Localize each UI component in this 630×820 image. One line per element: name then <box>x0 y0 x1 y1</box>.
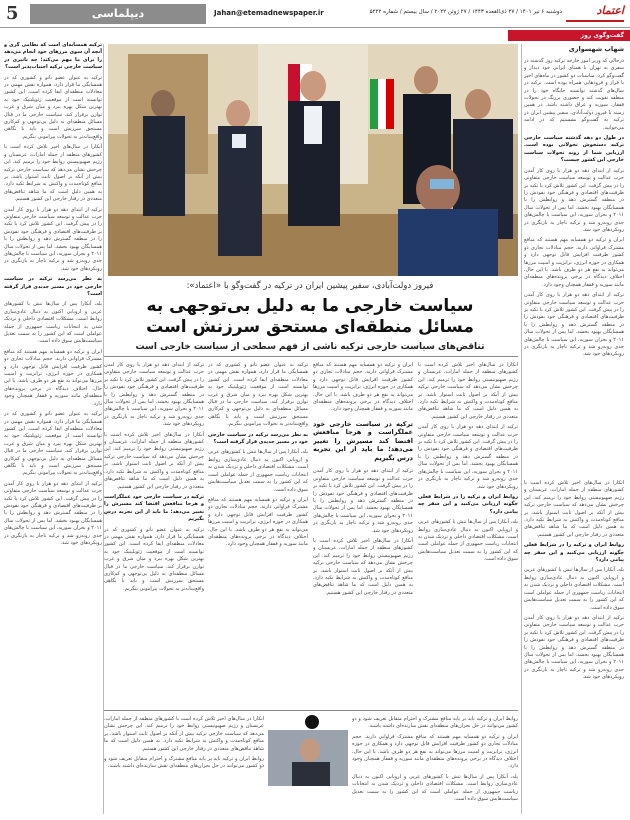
section-badge <box>305 715 319 729</box>
center-column <box>313 362 413 707</box>
paragraph: ایران و ترکیه دو همسایه مهم هستند که منافع مشترک فراوانی دارند. حجم مبادلات تجاری دو کشور ظرفیت افزایش قابل توجهی دارد و همکاری در حوزه انرژی، ترانزیت و امنیت مرزها می‌تواند به نفع هر دو طرف باشد. با این حال، اختلاف دیدگاه در برخی پرونده‌های منطقه‌ای مانند سوریه و قفقاز همچنان وجود دارد. <box>4 348 102 407</box>
question: به نظر می‌رسد ترکیه در سیاست خارجی خود در مسیر جدیدی قرار گرفته است؟ <box>4 276 102 297</box>
page-header <box>0 0 630 28</box>
paragraph: آنکارا در سال‌های اخیر تلاش کرده است با کشورهای منطقه از جمله امارات، عربستان و رژیم صهیونیستی روابط خود را ترمیم کند. این چرخش نشان می‌دهد که سیاست خارجی ترکیه بیش از آنکه بر اصول ثابت استوار باشد، بر منافع کوتاه‌مدت و واکنش به شرایط تکیه دارد. به همین دلیل است که ما شاهد تناقض‌های متعددی در رفتار خارجی این کشور هستیم. <box>524 480 624 538</box>
paragraph: روابط ایران و ترکیه باید بر پایه منافع مشترک و احترام متقابل تعریف شود و دو کشور می‌توانند در حل بحران‌های منطقه‌ای نقش سازنده‌ای داشته باشند. <box>104 756 264 770</box>
paragraph: ترکیه از ابتدای دهه دو هزار با روی کار آمدن حزب عدالت و توسعه سیاست خارجی متفاوتی را در پیش گرفت. این کشور تلاش کرد با تکیه بر ظرفیت‌های اقتصادی و فرهنگی خود نفوذش را در منطقه گسترش دهد و روابطش را با همسایگان بهبود بخشد. اما پس از تحولات سال ۲۰۱۱ و بحران سوریه، این سیاست با چالش‌های جدی روبه‌رو شد و ترکیه ناچار به بازنگری در رویکردهای خود شد. <box>418 424 518 490</box>
center-left-column <box>208 362 308 707</box>
portrait-photo <box>268 730 348 786</box>
question-1: در طول دو دهه گذشته سیاست خارجی ترکیه دستخوش تحولاتی بوده است. ارزیابی شما از روند تحولات سیاست خارجی این کشور چیست؟ <box>524 135 624 164</box>
answer-1-cont: ایران و ترکیه دو همسایه مهم هستند که منافع مشترک فراوانی دارند. حجم مبادلات تجاری دو کشور ظرفیت افزایش قابل توجهی دارد و همکاری در حوزه انرژی، ترانزیت و امنیت مرزها می‌تواند به نفع هر دو طرف باشد. با این حال، اختلاف دیدگاه در برخی پرونده‌های منطقه‌ای مانند سوریه و قفقاز همچنان وجود دارد. <box>524 237 624 288</box>
headline-line-2: مسائل منطقه‌ای مستحق سرزنش است <box>146 317 474 337</box>
article-subhead: تناقض‌های سیاست خارجی ترکیه ناشی از فهم سطحی از سیاست خارجی است <box>135 342 485 352</box>
answer-1-cont2: ترکیه از ابتدای دهه دو هزار با روی کار آمدن حزب عدالت و توسعه سیاست خارجی متفاوتی را در پیش گرفت. این کشور تلاش کرد با تکیه بر ظرفیت‌های اقتصادی و فرهنگی خود نفوذش را در منطقه گسترش دهد و روابطش را با همسایگان بهبود بخشد. اما پس از تحولات سال ۲۰۱۱ و بحران سوریه، این سیاست با چالش‌های جدی روبه‌رو شد و ترکیه ناچار به بازنگری در رویکردهای خود شد. <box>524 292 624 358</box>
paragraph: ترکیه از ابتدای دهه دو هزار با روی کار آمدن حزب عدالت و توسعه سیاست خارجی متفاوتی را در پیش گرفت. این کشور تلاش کرد با تکیه بر ظرفیت‌های اقتصادی و فرهنگی خود نفوذش را در منطقه گسترش دهد و روابطش را با همسایگان بهبود بخشد. اما پس از تحولات سال ۲۰۱۱ و بحران سوریه، این سیاست با چالش‌های جدی روبه‌رو شد و ترکیه ناچار به بازنگری در رویکردهای خود شد. <box>4 480 102 546</box>
main-photo <box>108 44 518 276</box>
pull-quote: ترکیه در سیاست خارجی خود عملگراست و هرجا منافعش اقتضا کند مسیرش را تغییر می‌دهد؛ ما باید از این تجربه درس بگیریم <box>313 419 413 462</box>
paragraph: آنکارا در سال‌های اخیر تلاش کرده است با کشورهای منطقه از جمله امارات، عربستان و رژیم صهیونیستی روابط خود را ترمیم کند. این چرخش نشان می‌دهد که سیاست خارجی ترکیه بیش از آنکه بر اصول ثابت استوار باشد، بر منافع کوتاه‌مدت و واکنش به شرایط تکیه دارد. به همین دلیل است که ما شاهد تناقض‌های متعددی در رفتار خارجی این کشور هستیم. <box>104 431 204 490</box>
article-headline <box>100 296 520 338</box>
bottom-right-block <box>352 716 518 812</box>
column-rule <box>103 44 104 814</box>
paragraph: ترکیه از ابتدای دهه دو هزار با روی کار آمدن حزب عدالت و توسعه سیاست خارجی متفاوتی را در پیش گرفت. این کشور تلاش کرد با تکیه بر ظرفیت‌های اقتصادی و فرهنگی خود نفوذش را در منطقه گسترش دهد و روابطش را با همسایگان بهبود بخشد. اما پس از تحولات سال ۲۰۱۱ و بحران سوریه، این سیاست با چالش‌های جدی روبه‌رو شد و ترکیه ناچار به بازنگری در رویکردهای خود شد. <box>313 468 413 534</box>
paragraph: ایران و ترکیه دو همسایه مهم هستند که منافع مشترک فراوانی دارند. حجم مبادلات تجاری دو کشور ظرفیت افزایش قابل توجهی دارد و همکاری در حوزه انرژی، ترانزیت و امنیت مرزها می‌تواند به نفع هر دو طرف باشد. با این حال، اختلاف دیدگاه در برخی پرونده‌های منطقه‌ای مانند سوریه و قفقاز همچنان وجود دارد. <box>208 496 308 548</box>
center-right-column <box>418 362 518 707</box>
intro-paragraph: درحالی که وزیر امور خارجه ترکیه روز گذشته در سفری به تهران با همتای ایرانی خود دیدار و گفت‌وگو کرد، مناسبات دو کشور در ماه‌های اخیر با فراز و فرودهایی همراه بوده است. ترکیه در سال‌های گذشته توانسته جایگاه خود را در منطقه تقویت کند و حضوری پررنگ در تحولات قفقاز، سوریه و عراق داشته باشد. در همین زمینه با فیروز دولت‌آبادی، سفیر پیشین ایران در ترکیه به گفت‌وگو نشستیم که در ادامه می‌خوانید. <box>524 58 624 131</box>
answer-1: ترکیه از ابتدای دهه دو هزار با روی کار آمدن حزب عدالت و توسعه سیاست خارجی متفاوتی را در پیش گرفت. این کشور تلاش کرد با تکیه بر ظرفیت‌های اقتصادی و فرهنگی خود نفوذش را در منطقه گسترش دهد و روابطش را با همسایگان بهبود بخشد. اما پس از تحولات سال ۲۰۱۱ و بحران سوریه، این سیاست با چالش‌های جدی روبه‌رو شد و ترکیه ناچار به بازنگری در رویکردهای خود شد. <box>524 167 624 233</box>
paragraph: ترکیه به عنوان عضو ناتو و کشوری که در همسایگی ما قرار دارد، همواره نقش مهمی در معادلات منطقه‌ای ایفا کرده است. این کشور توانسته است از موقعیت ژئوپلیتیک خود به بهترین شکل بهره ببرد و میان شرق و غرب توازن برقرار کند. سیاست خارجی ما در قبال مسائل منطقه‌ای به دلیل بی‌توجهی و کم‌کاری مستحق سرزنش است و باید با نگاهی واقع‌بینانه‌تر به تحولات پیرامونی بنگریم. <box>4 74 102 140</box>
paragraph: ترکیه به عنوان عضو ناتو و کشوری که در همسایگی ما قرار دارد، همواره نقش مهمی در معادلات منطقه‌ای ایفا کرده است. این کشور توانسته است از موقعیت ژئوپلیتیک خود به بهترین شکل بهره ببرد و میان شرق و غرب توازن برقرار کند. سیاست خارجی ما در قبال مسائل منطقه‌ای به دلیل بی‌توجهی و کم‌کاری مستحق سرزنش است و باید با نگاهی واقع‌بینانه‌تر به تحولات پیرامونی بنگریم. <box>208 362 308 428</box>
paragraph: ترکیه به عنوان عضو ناتو و کشوری که در همسایگی ما قرار دارد، همواره نقش مهمی در معادلات منطقه‌ای ایفا کرده است. این کشور توانسته است از موقعیت ژئوپلیتیک خود به بهترین شکل بهره ببرد و میان شرق و غرب توازن برقرار کند. سیاست خارجی ما در قبال مسائل منطقه‌ای به دلیل بی‌توجهی و کم‌کاری مستحق سرزنش است و باید با نگاهی واقع‌بینانه‌تر به تحولات پیرامونی بنگریم. <box>4 411 102 477</box>
paragraph: بله، آنکارا پس از سال‌ها تنش با کشورهای عربی و اروپایی اکنون به دنبال عادی‌سازی روابط است. مشکلات اقتصادی داخلی و نزدیک شدن به انتخابات ریاست جمهوری از جمله عواملی است که این کشور را به سمت تعدیل سیاست‌هایش سوق داده است. <box>208 449 308 493</box>
paragraph: ایران و ترکیه دو همسایه مهم هستند که منافع مشترک فراوانی دارند. حجم مبادلات تجاری دو کشور ظرفیت افزایش قابل توجهی دارد و همکاری در حوزه انرژی، ترانزیت و امنیت مرزها می‌تواند به نفع هر دو طرف باشد. با این حال، اختلاف دیدگاه در برخی پرونده‌های منطقه‌ای مانند سوریه و قفقاز همچنان وجود دارد. <box>352 733 518 770</box>
paragraph: بله، آنکارا پس از سال‌ها تنش با کشورهای عربی و اروپایی اکنون به دنبال عادی‌سازی روابط است. مشکلات اقتصادی داخلی و نزدیک شدن به انتخابات ریاست جمهوری از جمله عواملی است که این کشور را به سمت تعدیل سیاست‌هایش سوق داده است. <box>524 567 624 611</box>
question: روابط ایران و ترکیه را در شرایط فعلی چگونه ارزیابی می‌کنید و این سفر چه پیامی دارد؟ <box>418 493 518 515</box>
right-column-lower <box>524 480 624 810</box>
paragraph: آنکارا در سال‌های اخیر تلاش کرده است با کشورهای منطقه از جمله امارات، عربستان و رژیم صهیونیستی روابط خود را ترمیم کند. این چرخش نشان می‌دهد که سیاست خارجی ترکیه بیش از آنکه بر اصول ثابت استوار باشد، بر منافع کوتاه‌مدت و واکنش به شرایط تکیه دارد. به همین دلیل است که ما شاهد تناقض‌های متعددی در رفتار خارجی این کشور هستیم. <box>313 538 413 596</box>
paragraph: ترکیه به عنوان عضو ناتو و کشوری که در همسایگی ما قرار دارد، همواره نقش مهمی در معادلات منطقه‌ای ایفا کرده است. این کشور توانسته است از موقعیت ژئوپلیتیک خود به بهترین شکل بهره ببرد و میان شرق و غرب توازن برقرار کند. سیاست خارجی ما در قبال مسائل منطقه‌ای به دلیل بی‌توجهی و کم‌کاری مستحق سرزنش است و باید با نگاهی واقع‌بینانه‌تر به تحولات پیرامونی بنگریم. <box>104 526 204 592</box>
question: روابط ایران و ترکیه را در شرایط فعلی چگونه ارزیابی می‌کنید و این سفر چه پیامی دارد؟ <box>524 542 624 564</box>
paragraph: روابط ایران و ترکیه باید بر پایه منافع مشترک و احترام متقابل تعریف شود و دو کشور می‌توانند در حل بحران‌های منطقه‌ای نقش سازنده‌ای داشته باشند. <box>352 716 518 730</box>
question: به نظر می‌رسد ترکیه در سیاست خارجی خود در مسیر جدیدی قرار گرفته است؟ <box>208 431 308 446</box>
rubric-label: گفت‌وگوی روز <box>508 30 630 41</box>
date-line: دوشنبه ۶ تیر ۱۴۰۱ / ۲۷ ذی‌القعده ۱۴۴۳ / ۲۷ ژوئن ۲۰۲۲ / سال بیستم / شماره ۵۲۲۲ <box>369 9 562 15</box>
section-tab: دیپلماسی <box>30 4 206 24</box>
headline-line-1: سیاست خارجی ما به دلیل بی‌توجهی به <box>146 296 474 316</box>
paragraph: ترکیه از ابتدای دهه دو هزار با روی کار آمدن حزب عدالت و توسعه سیاست خارجی متفاوتی را در پیش گرفت. این کشور تلاش کرد با تکیه بر ظرفیت‌های اقتصادی و فرهنگی خود نفوذش را در منطقه گسترش دهد و روابطش را با همسایگان بهبود بخشد. اما پس از تحولات سال ۲۰۱۱ و بحران سوریه، این سیاست با چالش‌های جدی روبه‌رو شد و ترکیه ناچار به بازنگری در رویکردهای خود شد. <box>524 614 624 681</box>
paragraph: ایران و ترکیه دو همسایه مهم هستند که منافع مشترک فراوانی دارند. حجم مبادلات تجاری دو کشور ظرفیت افزایش قابل توجهی دارد و همکاری در حوزه انرژی، ترانزیت و امنیت مرزها می‌تواند به نفع هر دو طرف باشد. با این حال، اختلاف دیدگاه در برخی پرونده‌های منطقه‌ای مانند سوریه و قفقاز همچنان وجود دارد. <box>313 362 413 413</box>
newspaper-logo: اعتماد <box>564 4 624 22</box>
site-email: Jahan@etemadnewspaper.ir <box>214 9 324 17</box>
bottom-left-block <box>104 716 264 812</box>
paragraph: بله، آنکارا پس از سال‌ها تنش با کشورهای عربی و اروپایی اکنون به دنبال عادی‌سازی روابط است. مشکلات اقتصادی داخلی و نزدیک شدن به انتخابات ریاست جمهوری از جمله عواملی است که این کشور را به سمت تعدیل سیاست‌هایش سوق داده است. <box>418 519 518 563</box>
article-kicker: فیروز دولت‌آبادی، سفیر پیشین ایران در ترکیه در گفت‌وگو با «اعتماد»: <box>186 281 434 291</box>
column-rule <box>521 44 522 814</box>
paragraph: آنکارا در سال‌های اخیر تلاش کرده است با کشورهای منطقه از جمله امارات، عربستان و رژیم صهیونیستی روابط خود را ترمیم کند. این چرخش نشان می‌دهد که سیاست خارجی ترکیه بیش از آنکه بر اصول ثابت استوار باشد، بر منافع کوتاه‌مدت و واکنش به شرایط تکیه دارد. به همین دلیل است که ما شاهد تناقض‌های متعددی در رفتار خارجی این کشور هستیم. <box>4 144 102 203</box>
question: ترکیه همسایه‌ای است که نظامی گری و آنچه آن سوی مرزهای خود انجام می‌دهد را برای ما مهم می‌کند؛ چه تاثیری در سیاست خارجی ترکیه اجتناب‌پذیر است؟ <box>4 42 102 71</box>
paragraph: بله، آنکارا پس از سال‌ها تنش با کشورهای عربی و اروپایی اکنون به دنبال عادی‌سازی روابط است. مشکلات اقتصادی داخلی و نزدیک شدن به انتخابات ریاست جمهوری از جمله عواملی است که این کشور را به سمت تعدیل سیاست‌هایش سوق داده است. <box>352 773 518 803</box>
page-number: 5 <box>6 3 19 24</box>
author-name: شهاب شهسواری <box>568 45 624 53</box>
bottom-rule <box>104 710 518 711</box>
paragraph: آنکارا در سال‌های اخیر تلاش کرده است با کشورهای منطقه از جمله امارات، عربستان و رژیم صهیونیستی روابط خود را ترمیم کند. این چرخش نشان می‌دهد که سیاست خارجی ترکیه بیش از آنکه بر اصول ثابت استوار باشد، بر منافع کوتاه‌مدت و واکنش به شرایط تکیه دارد. به همین دلیل است که ما شاهد تناقض‌های متعددی در رفتار خارجی این کشور هستیم. <box>104 716 264 752</box>
pull-quote: ترکیه در سیاست خارجی خود عملگراست و هرجا منافعش اقتضا کند مسیرش را تغییر می‌دهد؛ ما باید از این تجربه درس بگیریم <box>104 493 204 523</box>
paragraph: بله، آنکارا پس از سال‌ها تنش با کشورهای عربی و اروپایی اکنون به دنبال عادی‌سازی روابط است. مشکلات اقتصادی داخلی و نزدیک شدن به انتخابات ریاست جمهوری از جمله عواملی است که این کشور را به سمت تعدیل سیاست‌هایش سوق داده است. <box>4 301 102 345</box>
paragraph: ترکیه از ابتدای دهه دو هزار با روی کار آمدن حزب عدالت و توسعه سیاست خارجی متفاوتی را در پیش گرفت. این کشور تلاش کرد با تکیه بر ظرفیت‌های اقتصادی و فرهنگی خود نفوذش را در منطقه گسترش دهد و روابطش را با همسایگان بهبود بخشد. اما پس از تحولات سال ۲۰۱۱ و بحران سوریه، این سیاست با چالش‌های جدی روبه‌رو شد و ترکیه ناچار به بازنگری در رویکردهای خود شد. <box>4 206 102 272</box>
left-column <box>4 42 102 812</box>
paragraph: ترکیه از ابتدای دهه دو هزار با روی کار آمدن حزب عدالت و توسعه سیاست خارجی متفاوتی را در پیش گرفت. این کشور تلاش کرد با تکیه بر ظرفیت‌های اقتصادی و فرهنگی خود نفوذش را در منطقه گسترش دهد و روابطش را با همسایگان بهبود بخشد. اما پس از تحولات سال ۲۰۱۱ و بحران سوریه، این سیاست با چالش‌های جدی روبه‌رو شد و ترکیه ناچار به بازنگری در رویکردهای خود شد. <box>104 362 204 428</box>
right-column <box>524 58 624 478</box>
inner-left-column <box>104 362 204 707</box>
paragraph: آنکارا در سال‌های اخیر تلاش کرده است با کشورهای منطقه از جمله امارات، عربستان و رژیم صهیونیستی روابط خود را ترمیم کند. این چرخش نشان می‌دهد که سیاست خارجی ترکیه بیش از آنکه بر اصول ثابت استوار باشد، بر منافع کوتاه‌مدت و واکنش به شرایط تکیه دارد. به همین دلیل است که ما شاهد تناقض‌های متعددی در رفتار خارجی این کشور هستیم. <box>418 362 518 420</box>
subhead-rule <box>104 356 518 357</box>
